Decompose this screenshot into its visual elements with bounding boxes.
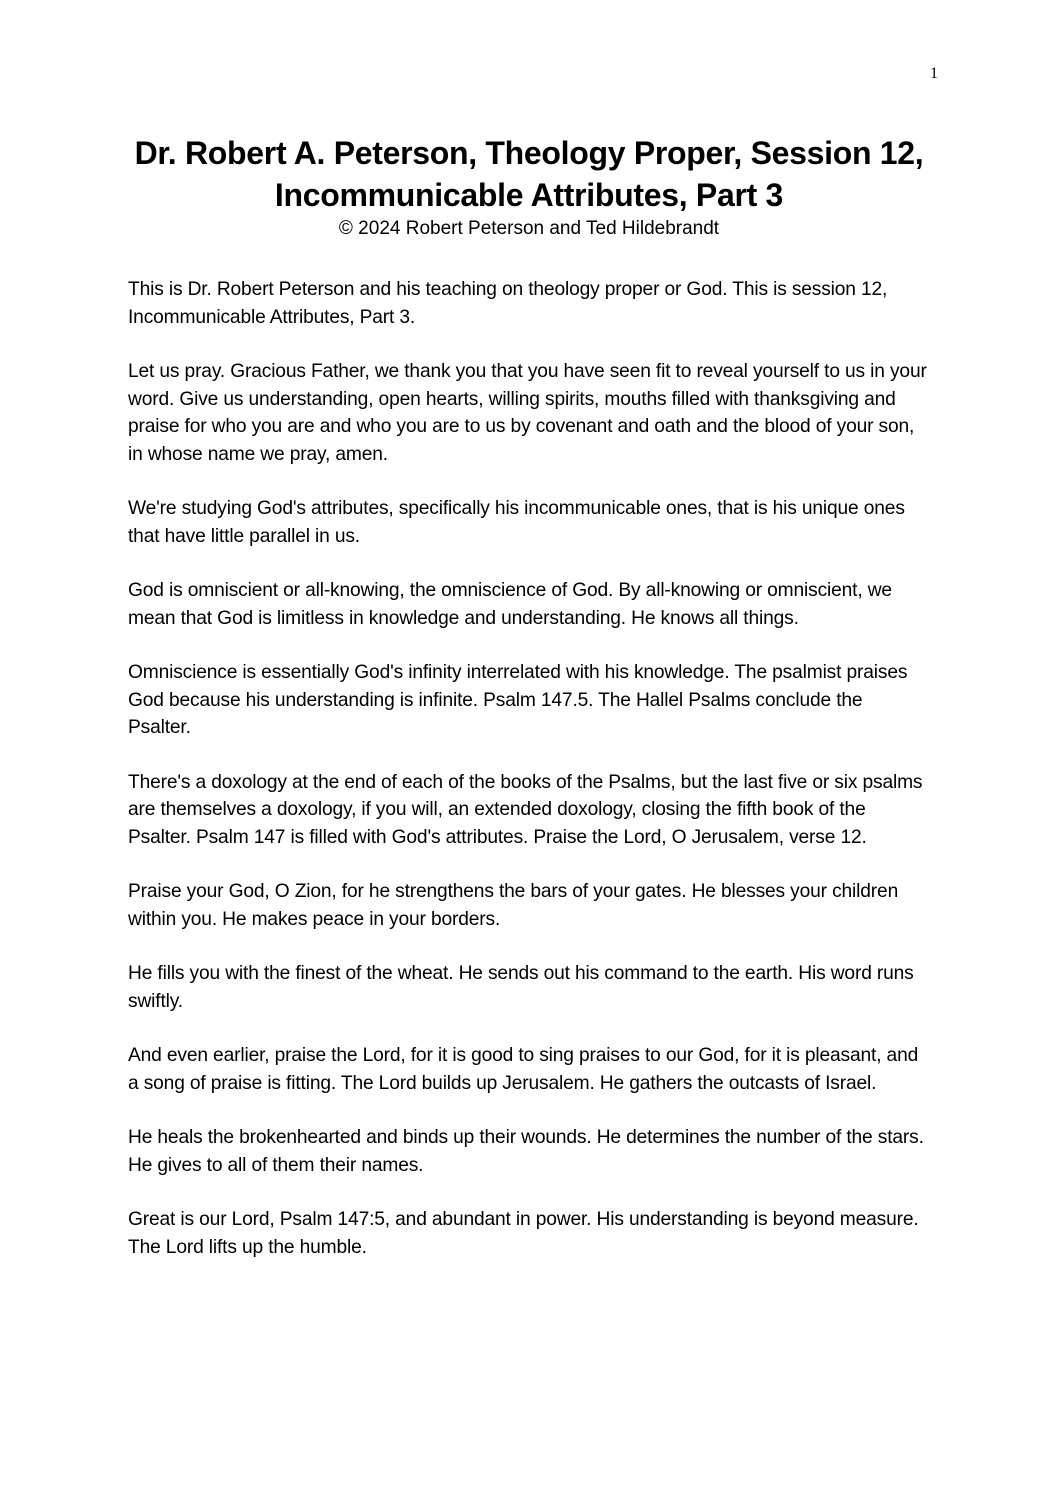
paragraph: There's a doxology at the end of each of the books of the Psalms, but the last five or six psalms are themselves a doxology, if you will, an extended doxology, closing the fifth book of the Psalter. Psalm 147 is filled with God's attributes. Praise the Lord, O Jerusalem, verse 12.: [128, 771, 923, 848]
copyright-notice: © 2024 Robert Peterson and Ted Hildebrandt: [338, 218, 720, 239]
paragraph: And even earlier, praise the Lord, for it is good to sing praises to our God, for it is pleasant, and a song of praise is fitting. The Lord builds up Jerusalem. He gathers the outcasts of Israel.: [128, 1045, 919, 1094]
paragraph: He fills you with the finest of the wheat. He sends out his command to the earth. His word runs swiftly.: [128, 963, 914, 1012]
paragraph: We're studying God's attributes, specifically his incommunicable ones, that is his unique ones that have little parallel in us.: [128, 498, 905, 547]
document-body: [128, 276, 928, 1288]
page-number: 1: [930, 65, 938, 82]
document-header: [100, 132, 958, 241]
paragraph: Let us pray. Gracious Father, we thank you that you have seen fit to reveal yourself to us in your word. Give us understanding, open hearts, willing spirits, mouths filled with thanksgiving and praise for who you are and who you are to us by covenant and oath and the blood of your son, in whose name we pray, amen.: [128, 361, 927, 465]
paragraph: Praise your God, O Zion, for he strengthens the bars of your gates. He blesses your children within you. He makes peace in your borders.: [128, 881, 899, 930]
paragraph: Omniscience is essentially God's infinity interrelated with his knowledge. The psalmist praises God because his understanding is infinite. Psalm 147.5. The Hallel Psalms conclude the Psalter.: [128, 662, 908, 738]
paragraph: He heals the brokenhearted and binds up their wounds. He determines the number of the stars. He gives to all of them their names.: [128, 1127, 924, 1176]
paragraph: Great is our Lord, Psalm 147:5, and abundant in power. His understanding is beyond measure. The Lord lifts up the humble.: [128, 1209, 919, 1258]
paragraph: This is Dr. Robert Peterson and his teaching on theology proper or God. This is session 12, Incommunicable Attributes, Part 3.: [128, 279, 888, 328]
document-title: Dr. Robert A. Peterson, Theology Proper, Session 12, Incommunicable Attributes, Part 3: [134, 135, 924, 213]
paragraph: God is omniscient or all-knowing, the omniscience of God. By all-knowing or omniscient, we mean that God is limitless in knowledge and understanding. He knows all things.: [128, 580, 892, 629]
